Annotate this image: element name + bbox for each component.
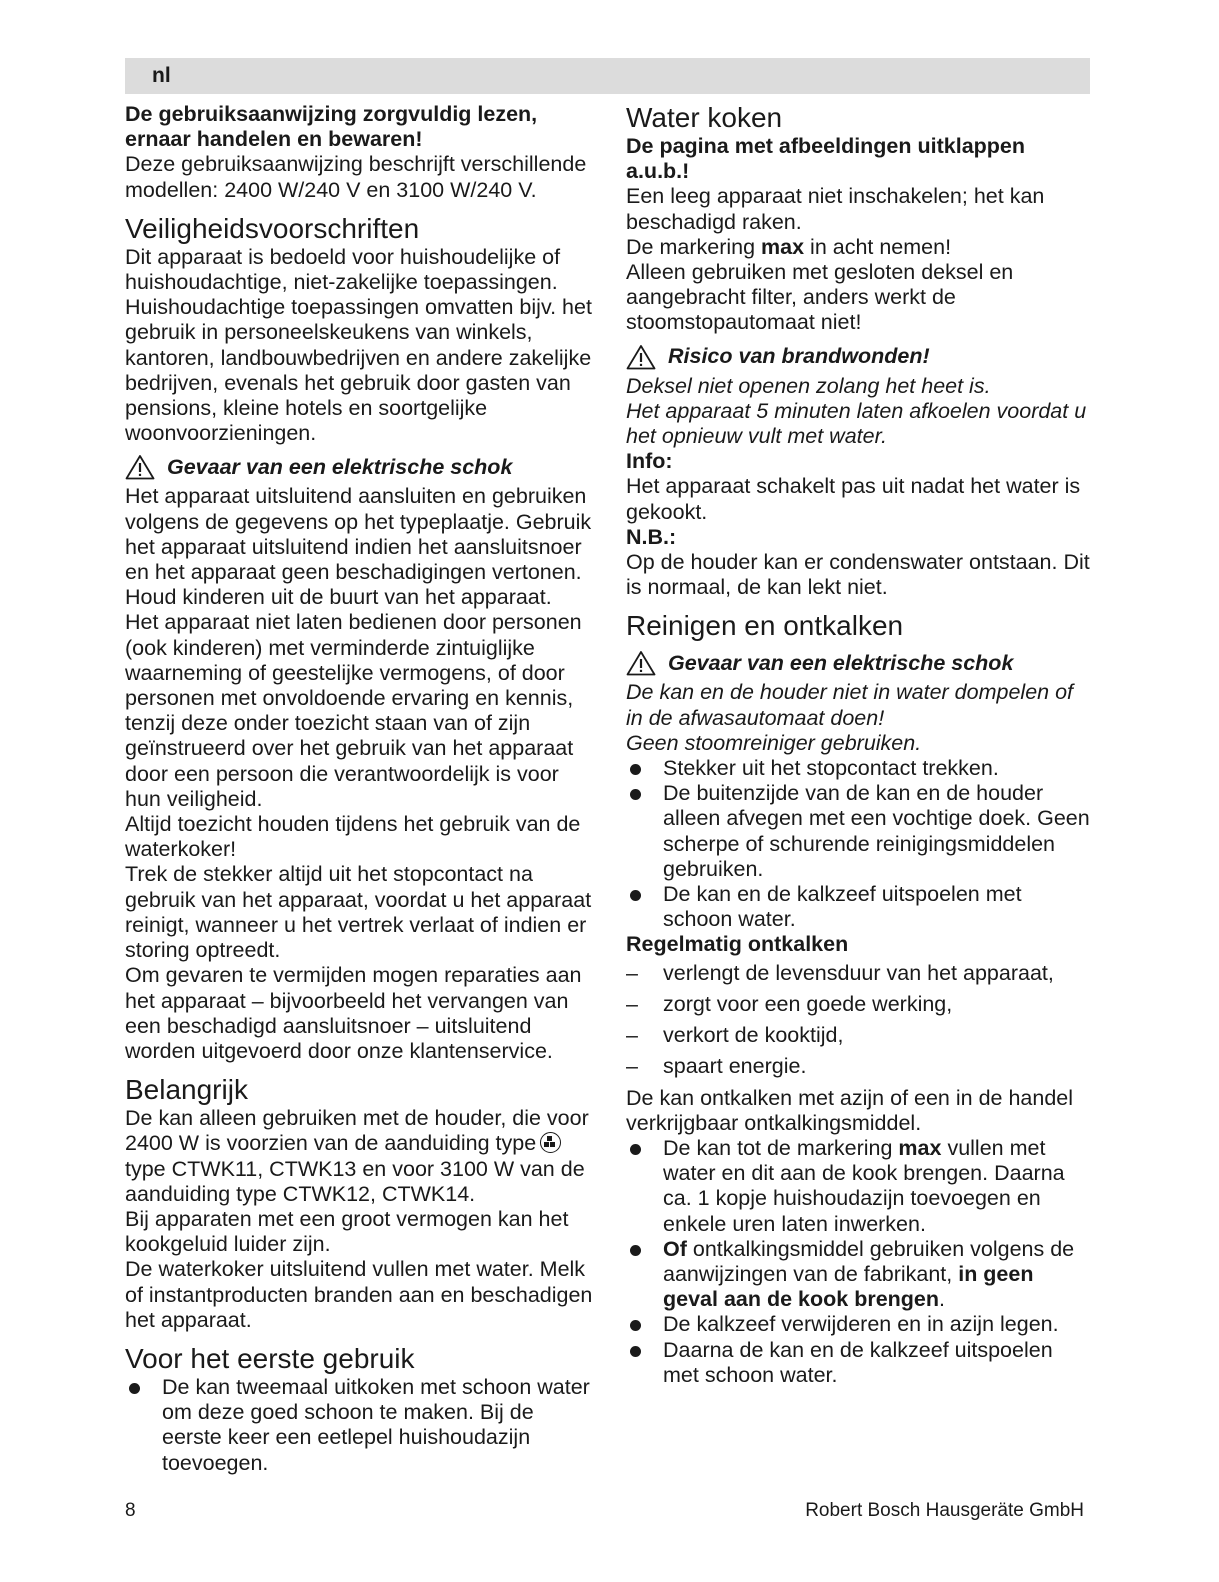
descale-text: De kan ontkalken met azijn of een in de handel verkrijgbaar ontkalkingsmiddel. [626,1085,1074,1135]
clean-heading: Reinigen en ontkalken [626,610,904,642]
nb-text: Op de houder kan er condenswater ontstaan. Dit is normaal, de kan lekt niet. [626,550,1090,600]
burn-p1: Deksel niet openen zolang het heet is. [626,373,991,398]
language-label: nl [152,64,171,87]
warning-p6: Om gevaren te vermijden mogen reparaties aan het apparaat – bijvoorbeeld het vervangen van een beschadigd aansluitsnoer – uitsluitend worden uitgevoerd door onze klantenservice. [125,963,582,1063]
info-label: Info: [626,449,673,474]
list-item: Stekker uit het stopcontact trekken. [626,756,1090,781]
descale-item1-post: vullen met water en dit aan de kook brengen. Daarna ca. 1 kopje huishoudazijn toevoegen en enkele uren laten inwerken. [663,1135,1065,1236]
intro-text: Deze gebruiksaanwijzing beschrijft verschillende modellen: 2400 W/240 V en 3100 W/240 V. [125,152,587,202]
first-use-heading: Voor het eerste gebruik [125,1342,415,1374]
list-item: De kan en de kalkzeef uitspoelen met schoon water. [626,882,1090,932]
important-p2: Bij apparaten met een groot vermogen kan het kookgeluid luider zijn. [125,1206,569,1257]
important-p3: De waterkoker uitsluitend vullen met water. Melk of instantproducten branden aan en beschadigen het apparaat. [125,1257,593,1332]
list-item: – zorgt voor een goede werking, [626,992,1090,1017]
boil-p2-max: max [761,234,805,259]
list-item [626,1237,1090,1313]
warning-p4: Altijd toezicht houden tijdens het gebruik van de waterkoker! [125,812,581,862]
left-column [125,102,593,1476]
warning-triangle-icon [626,344,656,370]
boil-p1: Een leeg apparaat niet inschakelen; het kan beschadigd raken. [626,184,1045,234]
list-item [626,1136,1090,1237]
warning-p5: Trek de stekker altijd uit het stopcontact na gebruik van het apparaat, voordat u het apparaat reinigt, wanneer u het vertrek verlaat of indien er storing optreedt. [125,862,592,963]
descale-list [626,1136,1090,1388]
important-p1a: De kan alleen gebruiken met de houder, die voor 2400 W is voorzien van de aanduiding type [125,1106,589,1156]
type-mark-icon [540,1132,561,1153]
list-item: – verkort de kooktijd, [626,1023,1090,1048]
clean-warning-title: Gevaar van een elektrische schok [668,650,1014,675]
important-heading: Belangrijk [125,1074,248,1106]
safety-text: Dit apparaat is bedoeld voor huishoudelijke of huishoudachtige, niet-zakelijke toepassingen. Huishoudachtige toepassingen omvatten bijv. het gebruik in personeelskeukens van winkels, kantoren, landbouwbedrijven en andere zakelijke bedrijven, evenals het gebruik door gasten van pensions, kleine hotels en soortgelijke woonvoorzieningen. [125,244,592,446]
clean-list [626,756,1090,932]
warning-p3: Het apparaat niet laten bedienen door personen (ook kinderen) met verminderde zintuiglijke waarneming of geestelijke vermogens, of door personen met onvoldoende ervaring en kennis, tenzij deze onder toezicht staan van of zijn geïnstrueerd over het gebruik van het apparaat door een persoon die verantwoordelijk is voor hun veiligheid. [125,610,582,811]
burn-p2: Het apparaat 5 minuten laten afkoelen voordat u het opnieuw vult met water. [626,398,1087,449]
descale-item2-mid: ontkalkingsmiddel gebruiken volgens de aanwijzingen van de fabrikant, [663,1236,1075,1286]
list-item: De kalkzeef verwijderen en in azijn legen. [626,1312,1090,1337]
warning-p1: Het apparaat uitsluitend aansluiten en gebruiken volgens de gegevens op het typeplaatje. Gebruik het apparaat uitsluitend indien het aansluitsnoer en het apparaat geen beschadigingen vertonen. [125,484,592,585]
boil-p3: Alleen gebruiken met gesloten deksel en aangebracht filter, anders werkt de stoomstopautomaat niet! [626,260,1014,335]
list-item: Daarna de kan en de kalkzeef uitspoelen met schoon water. [626,1338,1090,1388]
list-item: – spaart energie. [626,1054,1090,1079]
boil-p2 [626,235,1090,260]
shock-warning-title: Gevaar van een elektrische schok [167,454,513,479]
descale-item2-bold: in geen geval aan de kook brengen [663,1261,1034,1312]
descale-item1-max: max [898,1135,942,1160]
burn-warning-heading [626,342,1090,372]
descale-dash-list [626,961,1090,1080]
intro-bold-2: ernaar handelen en bewaren! [125,127,423,152]
burn-warning-title: Risico van brandwonden! [668,344,930,369]
info-text: Het apparaat schakelt pas uit nadat het water is gekookt. [626,474,1081,524]
descale-item2-end: . [939,1287,945,1312]
boil-p2-post: in acht nemen! [804,234,952,259]
language-bar [125,58,1090,94]
important-p1b: type CTWK11, CTWK13 en voor 3100 W van de aanduiding type CTWK12, CTWK14. [125,1156,585,1206]
company-name: Robert Bosch Hausgeräte GmbH [805,1500,1084,1521]
clean-warn-p2: Geen stoomreiniger gebruiken. [626,730,922,755]
warning-triangle-icon [626,650,656,676]
page-number: 8 [125,1500,136,1521]
list-item: De kan tweemaal uitkoken met schoon water om deze goed schoon te maken. Bij de eerste keer een eetlepel huishoudazijn toevoegen. [125,1375,593,1476]
important-p1 [125,1106,593,1207]
descale-heading: Regelmatig ontkalken [626,932,849,957]
boil-p2-pre: De markering [626,234,762,259]
descale-item2-of: Of [663,1236,687,1261]
warning-p2: Houd kinderen uit de buurt van het apparaat. [125,585,552,610]
shock-warning-heading [125,452,593,482]
first-use-list [125,1375,593,1476]
warning-triangle-icon [125,454,155,480]
list-item: – verlengt de levensduur van het apparaat, [626,961,1090,986]
safety-heading: Veiligheidsvoorschriften [125,212,420,244]
nb-label: N.B.: [626,524,677,549]
descale-item1-pre: De kan tot de markering [663,1135,899,1160]
list-item: De buitenzijde van de kan en de houder alleen afvegen met een vochtige doek. Geen scherpe of schurende reinigingsmiddelen gebruiken. [626,781,1090,882]
boil-bold: De pagina met afbeeldingen uitklappen a.u.b.! [626,134,1026,184]
clean-warning-heading [626,648,1090,678]
boil-heading: Water koken [626,102,783,133]
clean-warn-p1: De kan en de houder niet in water dompelen of in de afwasautomaat doen! [626,680,1074,730]
right-column [626,102,1090,1388]
intro-bold-1: De gebruiksaanwijzing zorgvuldig lezen, [125,102,538,126]
